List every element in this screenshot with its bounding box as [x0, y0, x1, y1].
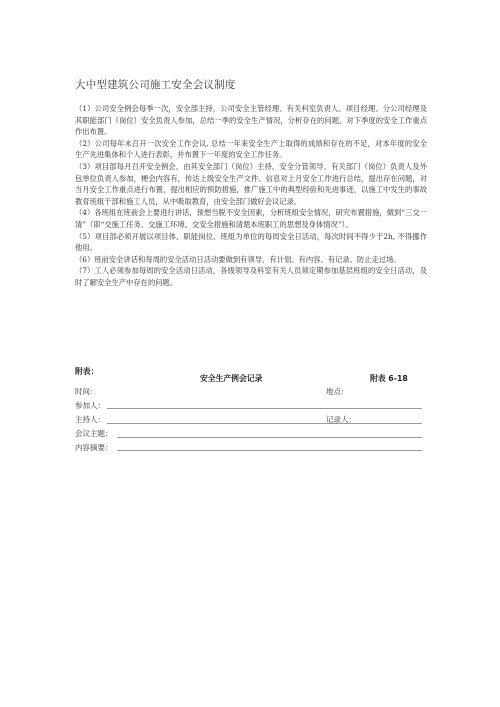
form-host-label: 主持人：	[75, 415, 105, 424]
form-summary-line	[117, 450, 422, 451]
form-topic-line	[117, 437, 422, 438]
form-host-line	[107, 423, 422, 424]
paragraph-5: （5）项目部必须开展以项目体、职能岗位、班组为单位的每周安全日活动，每次时间不得少于2h, 不得挪作他用。	[75, 231, 427, 253]
paragraph-4: （4）各班组在班前会上要进行讲话，预想当脱不安全因素，分析班组安全情况，研究布置措施，做到“三交一清”（即“交施工任务、交施工环境、交安全措施和清楚本班职工的思想及身体情况”）。	[75, 208, 427, 229]
form-attendees-line	[107, 408, 422, 409]
form-location-label: 地点：	[326, 387, 349, 396]
form-attendees-label: 参加人：	[75, 401, 105, 410]
form-summary-label: 内容摘要：	[75, 443, 113, 452]
document-title: 大中型建筑公司施工安全会议制度	[75, 79, 236, 91]
paragraph-1: （1）公司安全例会每季一次，安全部主持，公司安全主管经理、有关科室负责人、项目经理、分公司经理及其职能部门（岗位）安全负责人参加，总结一季的安全生产情况，分析存在的问题，对下季度的安全工作重点作出布置。	[75, 104, 427, 137]
document-body	[75, 103, 427, 289]
appendix-label: 附表：	[75, 367, 99, 376]
form-title: 安全生产例会记录	[200, 374, 263, 383]
paragraph-7: （7）工人必须参加每周的安全活动日活动，各级领导及科室有关人员须定期参加基层班组的安全日活动，及时了解安全生产中存在的问题。	[75, 266, 427, 287]
form-time-label: 时间：	[75, 387, 98, 396]
form-recorder-label: 记录人：	[326, 415, 356, 424]
paragraph-2: （2）公司每年末召开一次安全工作会议, 总结一年来安全生产上取得的成绩和存在的不足，对本年度的安全生产先进集体和个人进行表彰，并布置下一年度的安全工作任务。	[75, 138, 427, 160]
paragraph-3: （3）项目部每月召开安全例会，由其安全部门（岗位）主持，安全分管领导、有关部门（岗位）负责人及外包单位负责人参加，梗会内容有，传达上级安全生产文件、信息对上月安全工作进行总结，提出存在问题，对当月安全工作重点进行布置，提出相应的预防措施，推广施工中的典型经验和先进事迹，以施工中发生的事故教育班组干部和施工人员，从中吸取教育，由安全部门做好会议记录。	[75, 161, 427, 206]
paragraph-6: （6）班前安全讲话和每周的安全活动日活动要做到有领导、有计划、有内容、有记录、防止走过场。	[75, 254, 401, 264]
form-code: 附表 6-18	[370, 374, 408, 383]
form-topic-label: 会议主题：	[75, 429, 113, 438]
